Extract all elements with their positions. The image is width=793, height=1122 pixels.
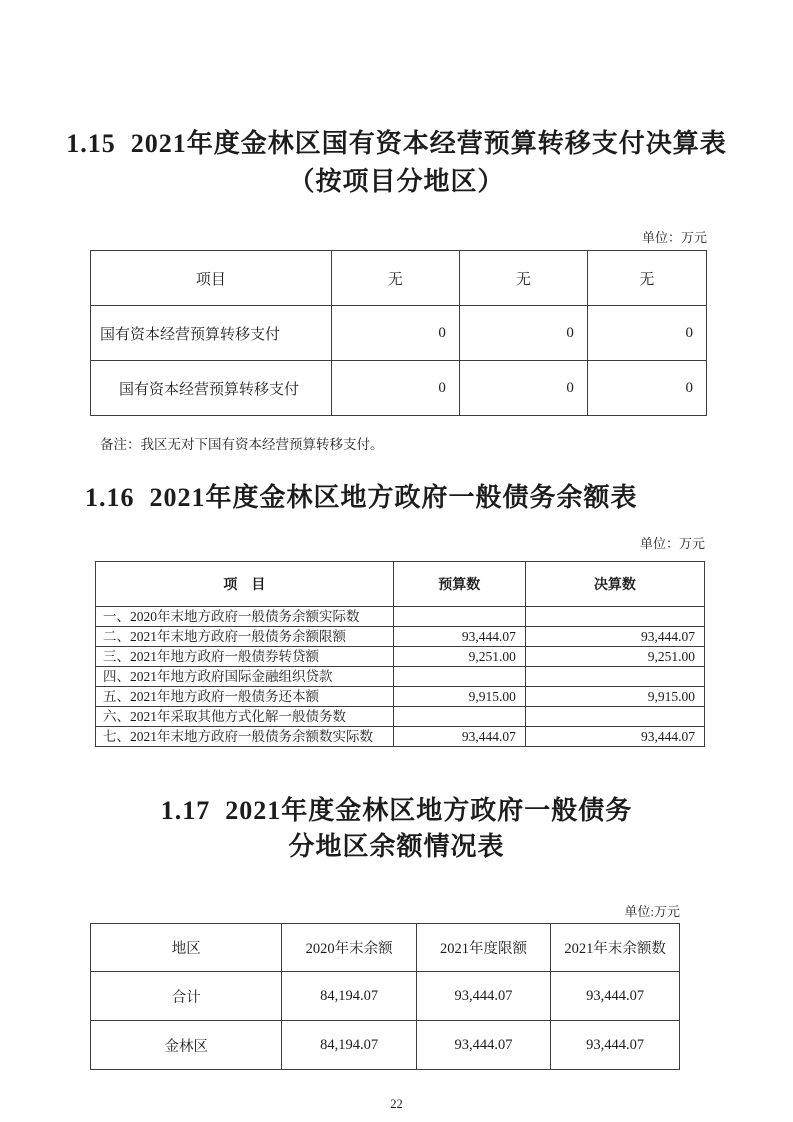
row-region: 金林区 xyxy=(91,1021,282,1070)
section-1-16 xyxy=(0,480,793,747)
page-number: 22 xyxy=(390,1097,403,1111)
table-row xyxy=(91,1021,680,1070)
debt-by-region-table xyxy=(90,923,680,1070)
row-2021-balance: 93,444.07 xyxy=(551,1021,680,1070)
row-final: 93,444.07 xyxy=(525,727,704,747)
col-header-none-3: 无 xyxy=(587,251,706,306)
unit-label-3: 单位:万元 xyxy=(624,904,680,919)
row-label: 二、2021年末地方政府一般债务余额限额 xyxy=(96,627,394,647)
row-2021-balance: 93,444.07 xyxy=(551,972,680,1021)
row-budget: 93,444.07 xyxy=(393,727,525,747)
row-label: 一、2020年末地方政府一般债务余额实际数 xyxy=(96,607,394,627)
col-header-project: 项目 xyxy=(91,251,332,306)
row-budget: 9,915.00 xyxy=(393,687,525,707)
row-final: 9,251.00 xyxy=(525,647,704,667)
row-budget: 93,444.07 xyxy=(393,627,525,647)
table-header-row xyxy=(91,924,680,972)
col-header-2021-balance: 2021年末余额数 xyxy=(551,924,680,972)
section-1-15-title-line1: 1.15 2021年度金林区国有资本经营预算转移支付决算表 xyxy=(66,129,727,158)
general-debt-balance-table xyxy=(95,561,705,747)
col-header-2021-limit: 2021年度限额 xyxy=(416,924,550,972)
unit-label-1: 单位：万元 xyxy=(641,230,707,245)
row-2020-balance: 84,194.07 xyxy=(282,972,416,1021)
table-header-row xyxy=(91,251,707,306)
row-value: 0 xyxy=(459,361,587,416)
col-header-region: 地区 xyxy=(91,924,282,972)
table-row xyxy=(91,361,707,416)
section-1-15 xyxy=(0,125,793,454)
row-final: 93,444.07 xyxy=(525,627,704,647)
col-header-none-2: 无 xyxy=(459,251,587,306)
table-row xyxy=(96,687,705,707)
row-label: 七、2021年末地方政府一般债务余额数实际数 xyxy=(96,727,394,747)
row-2020-balance: 84,194.07 xyxy=(282,1021,416,1070)
row-label: 四、2021年地方政府国际金融组织贷款 xyxy=(96,667,394,687)
row-value: 0 xyxy=(587,306,706,361)
unit-label-2: 单位：万元 xyxy=(639,536,705,551)
row-budget xyxy=(393,607,525,627)
table-row xyxy=(91,306,707,361)
row-budget: 9,251.00 xyxy=(393,647,525,667)
row-value: 0 xyxy=(331,306,459,361)
col-header-none-1: 无 xyxy=(331,251,459,306)
row-2021-limit: 93,444.07 xyxy=(416,1021,550,1070)
row-final xyxy=(525,707,704,727)
section-1-16-title: 1.16 2021年度金林区地方政府一般债务余额表 xyxy=(85,483,638,512)
row-2021-limit: 93,444.07 xyxy=(416,972,550,1021)
transfer-payment-table xyxy=(90,250,707,416)
remark-note: 备注：我区无对下国有资本经营预算转移支付。 xyxy=(100,437,384,452)
row-value: 0 xyxy=(459,306,587,361)
col-header-item: 项 目 xyxy=(96,562,394,607)
row-final xyxy=(525,607,704,627)
row-label: 国有资本经营预算转移支付 xyxy=(91,306,332,361)
row-final xyxy=(525,667,704,687)
row-region: 合计 xyxy=(91,972,282,1021)
col-header-final: 决算数 xyxy=(525,562,704,607)
row-label: 五、2021年地方政府一般债务还本额 xyxy=(96,687,394,707)
col-header-2020-balance: 2020年末余额 xyxy=(282,924,416,972)
section-1-15-title-line2: （按项目分地区） xyxy=(288,167,505,196)
table-row xyxy=(96,707,705,727)
section-1-17-title-line2: 分地区余额情况表 xyxy=(288,832,505,861)
row-budget xyxy=(393,667,525,687)
section-1-17-title-line1: 1.17 2021年度金林区地方政府一般债务 xyxy=(160,796,633,825)
table-row xyxy=(91,972,680,1021)
row-budget xyxy=(393,707,525,727)
row-label: 国有资本经营预算转移支付 xyxy=(91,361,332,416)
row-value: 0 xyxy=(331,361,459,416)
table-row xyxy=(96,667,705,687)
table-row xyxy=(96,627,705,647)
table-row xyxy=(96,647,705,667)
section-1-17 xyxy=(0,793,793,1070)
row-label: 六、2021年采取其他方式化解一般债务数 xyxy=(96,707,394,727)
col-header-budget: 预算数 xyxy=(393,562,525,607)
table-row xyxy=(96,607,705,627)
table-row xyxy=(96,727,705,747)
row-final: 9,915.00 xyxy=(525,687,704,707)
row-label: 三、2021年地方政府一般债券转贷额 xyxy=(96,647,394,667)
table-header-row xyxy=(96,562,705,607)
row-value: 0 xyxy=(587,361,706,416)
